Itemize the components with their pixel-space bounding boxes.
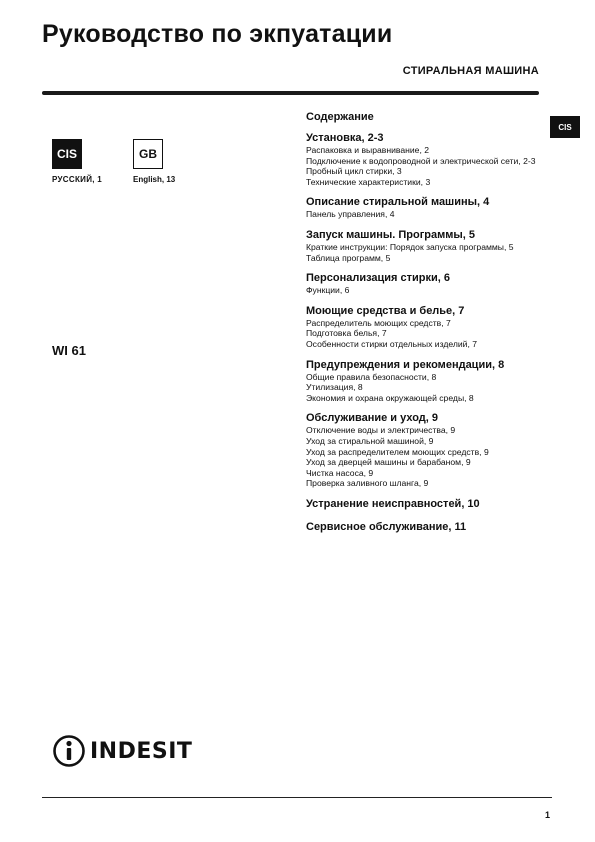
- brand-logo: [52, 734, 192, 768]
- toc-item[interactable]: Чистка насоса, 9: [306, 467, 374, 478]
- toc-item[interactable]: Общие правила безопасности, 8: [306, 371, 437, 382]
- document-subtitle: СТИРАЛЬНАЯ МАШИНА: [402, 65, 539, 77]
- toc-heading: Содержание: [306, 111, 374, 123]
- toc-section-maintenance: [306, 411, 551, 489]
- toc-item[interactable]: Краткие инструкции: Порядок запуска программы, 5: [306, 241, 514, 252]
- toc-item[interactable]: Подключение к водопроводной и электрической сети, 2-3: [306, 155, 536, 166]
- toc-item[interactable]: Экономия и охрана окружающей среды, 8: [306, 392, 474, 403]
- toc-item[interactable]: Панель управления, 4: [306, 209, 395, 220]
- toc-section-title[interactable]: Обслуживание и уход, 9: [306, 412, 438, 425]
- page-number: 1: [544, 810, 550, 820]
- toc-section-title[interactable]: Сервисное обслуживание, 11: [306, 520, 467, 533]
- toc-item[interactable]: Технические характеристики, 3: [306, 176, 431, 187]
- table-of-contents: [306, 111, 551, 542]
- toc-section-title[interactable]: Запуск машины. Программы, 5: [306, 228, 476, 241]
- toc-item[interactable]: Утилизация, 8: [306, 382, 363, 393]
- toc-item[interactable]: Функции, 6: [306, 285, 350, 296]
- toc-section-title[interactable]: Установка, 2-3: [306, 132, 384, 144]
- brand-name: INDESIT: [90, 738, 193, 764]
- toc-item[interactable]: Распаковка и выравнивание, 2: [306, 145, 430, 155]
- toc-section-warnings: [306, 358, 551, 404]
- toc-item[interactable]: Уход за дверцей машины и барабаном, 9: [306, 457, 471, 468]
- top-divider: [42, 91, 539, 95]
- toc-section-start: [306, 228, 551, 263]
- toc-item[interactable]: Уход за стиральной машиной, 9: [306, 435, 434, 446]
- toc-item[interactable]: Уход за распределителем моющих средств, 9: [306, 446, 489, 457]
- toc-section-title[interactable]: Описание стиральной машины, 4: [306, 196, 490, 209]
- language-code-gb[interactable]: GB: [133, 139, 163, 169]
- toc-item[interactable]: Подготовка белья, 7: [306, 328, 387, 339]
- indesit-info-icon: [52, 734, 86, 768]
- toc-item[interactable]: Отключение воды и электричества, 9: [306, 425, 456, 436]
- language-code-cis[interactable]: CIS: [52, 139, 82, 169]
- toc-section-title[interactable]: Моющие средства и белье, 7: [306, 304, 465, 317]
- toc-item[interactable]: Таблица программ, 5: [306, 252, 391, 263]
- toc-section-detergents: [306, 304, 551, 350]
- model-name: WI 61: [52, 343, 86, 358]
- bottom-divider: [42, 797, 552, 798]
- toc-section-service: [306, 520, 551, 534]
- language-label-russian: РУССКИЙ, 1: [52, 175, 103, 184]
- toc-item[interactable]: Пробный цикл стирки, 3: [306, 166, 402, 177]
- toc-item[interactable]: Проверка заливного шланга, 9: [306, 478, 429, 489]
- page-title: Руководство по экпуатации: [42, 20, 393, 48]
- toc-section-installation: [306, 131, 551, 187]
- toc-section-description: [306, 195, 551, 220]
- toc-item[interactable]: Особенности стирки отдельных изделий, 7: [306, 338, 477, 349]
- toc-section-title[interactable]: Предупреждения и рекомендации, 8: [306, 358, 505, 371]
- side-tab-cis: CIS: [550, 116, 580, 138]
- toc-section-personalization: [306, 271, 551, 296]
- toc-section-title[interactable]: Персонализация стирки, 6: [306, 272, 451, 285]
- toc-section-title[interactable]: Устранение неисправностей, 10: [306, 497, 480, 510]
- toc-section-troubleshooting: [306, 497, 551, 511]
- toc-item[interactable]: Распределитель моющих средств, 7: [306, 317, 451, 328]
- language-label-english: English, 13: [133, 175, 176, 184]
